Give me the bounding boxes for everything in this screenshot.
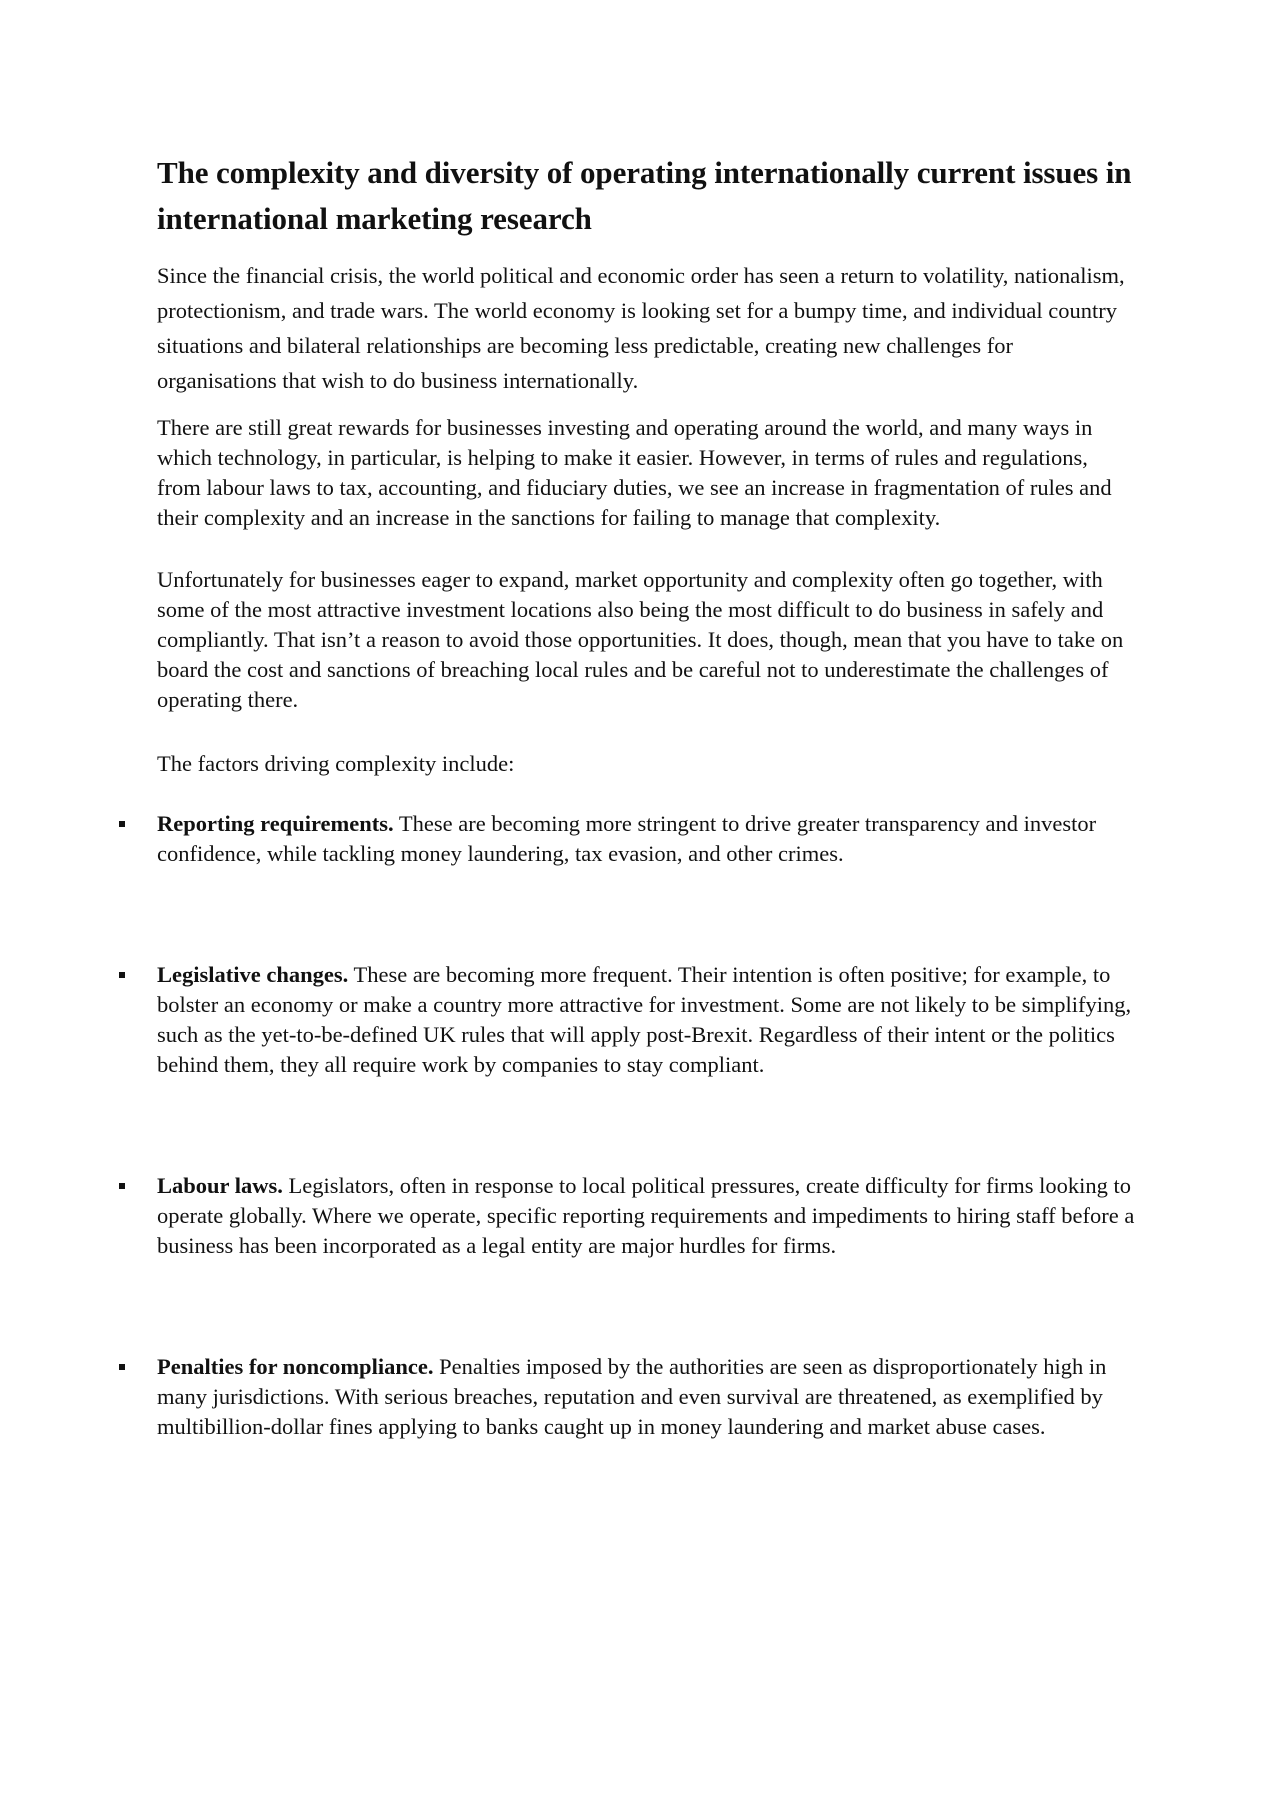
paragraph-rewards: There are still great rewards for businesses investing and operating around the world, and many ways in which technology, in particular, is helping to make it easier. However, in terms of rules and regulations, from labour laws to tax, accounting, and fiduciary duties, we see an increase in fragmentation of rules and their complexity and an increase in the sanctions for failing to manage that complexity. (157, 415, 1112, 530)
square-bullet-icon (119, 821, 125, 827)
square-bullet-icon (119, 1183, 125, 1189)
paragraph-factors-intro: The factors driving complexity include: (157, 751, 515, 776)
factor-term-legislative: Legislative changes. (157, 962, 349, 987)
factor-text-penalties: Penalties imposed by the authorities are seen as disproportionately high in many jurisdictions. With serious breaches, reputation and even survival are threatened, as exemplified by multibillion-dollar fines applying to banks caught up in money laundering and market abuse cases. (157, 1354, 1107, 1439)
factor-term-reporting: Reporting requirements. (157, 811, 394, 836)
list-item (157, 1352, 1137, 1442)
document-page (157, 150, 1137, 1442)
factors-list (157, 809, 1137, 1442)
paragraph-opportunity-complexity: Unfortunately for businesses eager to expand, market opportunity and complexity often go together, with some of the most attractive investment locations also being the most difficult to do business in safely and compliantly. That isn’t a reason to avoid those opportunities. It does, though, mean that you have to take on board the cost and sanctions of breaching local rules and be careful not to underestimate the challenges of operating there. (157, 567, 1124, 712)
factor-text-legislative: These are becoming more frequent. Their intention is often positive; for example, to bolster an economy or make a country more attractive for investment. Some are not likely to be simplifying, such as the yet-to-be-defined UK rules that will apply post-Brexit. Regardless of their intent or the politics behind them, they all require work by companies to stay compliant. (157, 962, 1132, 1077)
document-title: The complexity and diversity of operating internationally current issues in international marketing research (157, 155, 1132, 236)
list-item (157, 809, 1137, 869)
list-item (157, 1171, 1137, 1261)
paragraph-financial-crisis: Since the financial crisis, the world political and economic order has seen a return to volatility, nationalism, protectionism, and trade wars. The world economy is looking set for a bumpy time, and individual country situations and bilateral relationships are becoming less predictable, creating new challenges for organisations that wish to do business internationally. (157, 263, 1125, 393)
factor-text-reporting: These are becoming more stringent to drive greater transparency and investor confidence, while tackling money laundering, tax evasion, and other crimes. (157, 811, 1097, 866)
factor-term-penalties: Penalties for noncompliance. (157, 1354, 434, 1379)
square-bullet-icon (119, 1364, 125, 1370)
square-bullet-icon (119, 972, 125, 978)
factor-text-labour: Legislators, often in response to local political pressures, create difficulty for firms looking to operate globally. Where we operate, specific reporting requirements and impediments to hiring staff before a business has been incorporated as a legal entity are major hurdles for firms. (157, 1173, 1135, 1258)
factor-term-labour: Labour laws. (157, 1173, 283, 1198)
list-item (157, 960, 1137, 1080)
